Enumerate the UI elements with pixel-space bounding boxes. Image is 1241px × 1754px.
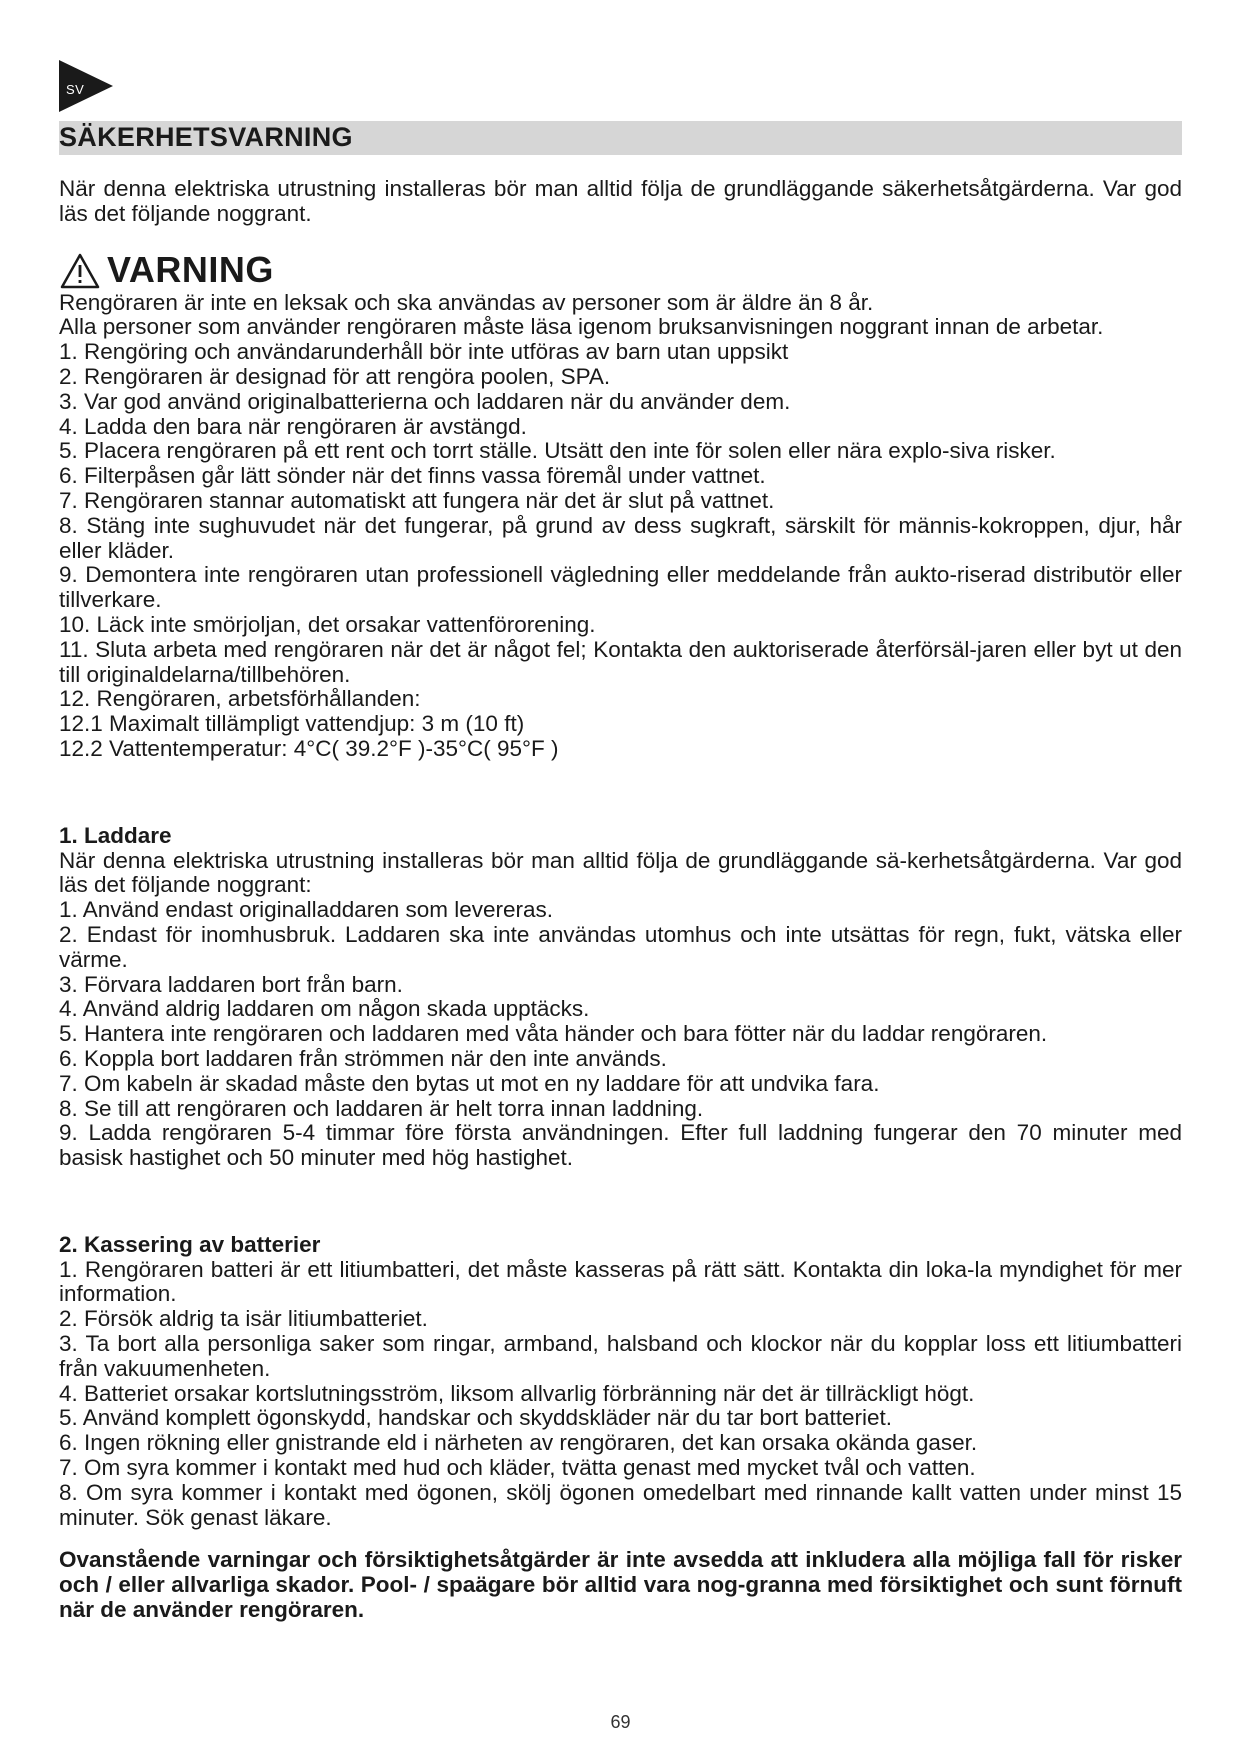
list-item: 1. Rengöraren batteri är ett litiumbatteri, det måste kasseras på rätt sätt. Kontakta din loka-la myndighet för mer information. [59,1256,1182,1307]
list-item: 4. Batteriet orsakar kortslutningsström, liksom allvarlig förbränning när det är tillräckligt högt. [59,1380,975,1406]
warning-heading [59,251,1182,291]
warning-list [59,291,1182,762]
list-item: 3. Ta bort alla personliga saker som ringar, armband, halsband och klockor när du kopplar loss ett litiumbatteri från vakuumenheten. [59,1331,1182,1381]
list-item: 6. Ingen rökning eller gnistrande eld i närheten av rengöraren, det kan orsaka okända gaser. [59,1430,978,1456]
list-item: 7. Rengöraren stannar automatiskt att fungera när det är slut på vattnet. [59,487,775,513]
list-item: 5. Använd komplett ögonskydd, handskar och skyddskläder när du tar bort batteriet. [59,1405,892,1431]
page-title: SÄKERHETSVARNING [59,122,353,152]
list-item: 5. Hantera inte rengöraren och laddaren med våta händer och bara fötter när du laddar rengöraren. [59,1021,1048,1047]
list-item: Alla personer som använder rengöraren måste läsa igenom bruksanvisningen noggrant innan de arbetar. [59,314,1104,340]
list-item: 12.2 Vattentemperatur: 4°C( 39.2°F )-35°C( 95°F ) [59,735,559,761]
list-item: 9. Ladda rengöraren 5-4 timmar före första användningen. Efter full laddning fungerar den 70 minuter med basisk hastighet och 50 minuter med hög hastighet. [59,1120,1182,1171]
list-item: 3. Förvara laddaren bort från barn. [59,971,403,997]
list-item: 2. Försök aldrig ta isär litiumbatteriet. [59,1306,428,1332]
list-item: 3. Var god använd originalbatterierna och laddaren när du använder dem. [59,388,791,414]
section-header-bar [59,121,1182,155]
list-item: 4. Använd aldrig laddaren om någon skada upptäcks. [59,996,590,1022]
battery-section-title: 2. Kassering av batterier [59,1231,321,1257]
list-item: 1. Använd endast originalladdaren som levereras. [59,897,554,923]
list-item: 9. Demontera inte rengöraren utan professionell vägledning eller meddelande från aukto-riserad distributör eller tillverkare. [59,562,1182,613]
list-item: 4. Ladda den bara när rengöraren är avstängd. [59,413,527,439]
language-code: SV [66,82,85,97]
intro-paragraph: När denna elektriska utrustning installeras bör man alltid följa de grundläggande säkerhetsåtgärderna. Var god läs det följande noggrant. [59,176,1182,226]
list-item: 2. Endast för inomhusbruk. Laddaren ska inte användas utomhus och inte utsättas för regn, fukt, vätska eller värme. [59,921,1182,972]
warning-title: VARNING [107,249,274,291]
battery-list [59,1258,1182,1531]
list-item: 8. Se till att rengöraren och laddaren är helt torra innan laddning. [59,1095,704,1121]
warning-triangle-icon [59,252,101,290]
list-item: När denna elektriska utrustning installeras bör man alltid följa de grundläggande sä-kerhetsåtgärderna. Var god läs det följande noggrant: [59,847,1182,898]
list-item: 7. Om syra kommer i kontakt med hud och kläder, tvätta genast med mycket tvål och vatten. [59,1455,976,1481]
list-item: 1. Rengöring och användarunderhåll bör inte utföras av barn utan uppsikt [59,339,789,365]
list-item: Rengöraren är inte en leksak och ska användas av personer som är äldre än 8 år. [59,289,874,315]
list-item: 12. Rengöraren, arbetsförhållanden: [59,686,421,712]
list-item: 7. Om kabeln är skadad måste den bytas ut mot en ny laddare för att undvika fara. [59,1070,880,1096]
list-item: 8. Om syra kommer i kontakt med ögonen, skölj ögonen omedelbart med rinnande kallt vatten under minst 15 minuter. Sök genast läkare. [59,1479,1182,1530]
list-item: 12.1 Maximalt tillämpligt vattendjup: 3 m (10 ft) [59,711,525,737]
list-item: 2. Rengöraren är designad för att rengöra poolen, SPA. [59,363,611,389]
list-item: 6. Koppla bort laddaren från strömmen när den inte används. [59,1045,667,1071]
document-body [59,177,1182,1645]
charger-section-title: 1. Laddare [59,822,172,848]
list-item: 10. Läck inte smörjoljan, det orsakar vattenförorening. [59,611,596,637]
list-item: 6. Filterpåsen går lätt sönder när det finns vassa föremål under vattnet. [59,463,766,489]
list-item: 11. Sluta arbeta med rengöraren när det är något fel; Kontakta den auktoriserade återförsäl-jaren eller byt ut den till originaldelarna/tillbehören. [59,636,1182,687]
page-number: 69 [610,1712,631,1732]
closing-statement: Ovanstående varningar och försiktighetsåtgärder är inte avsedda att inkludera alla möjliga fall för risker och / eller allvarliga skador. Pool- / spaägare bör alltid vara nog-granna med försiktighet och sunt förnuft när de använder rengöraren. [59,1547,1182,1623]
charger-list [59,849,1182,1171]
list-item: 5. Placera rengöraren på ett rent och torrt ställe. Utsätt den inte för solen eller nära explo-siva risker. [59,438,1056,464]
list-item: 8. Stäng inte sughuvudet när det fungerar, på grund av dess sugkraft, särskilt för männis-kokroppen, djur, hår eller kläder. [59,512,1182,563]
